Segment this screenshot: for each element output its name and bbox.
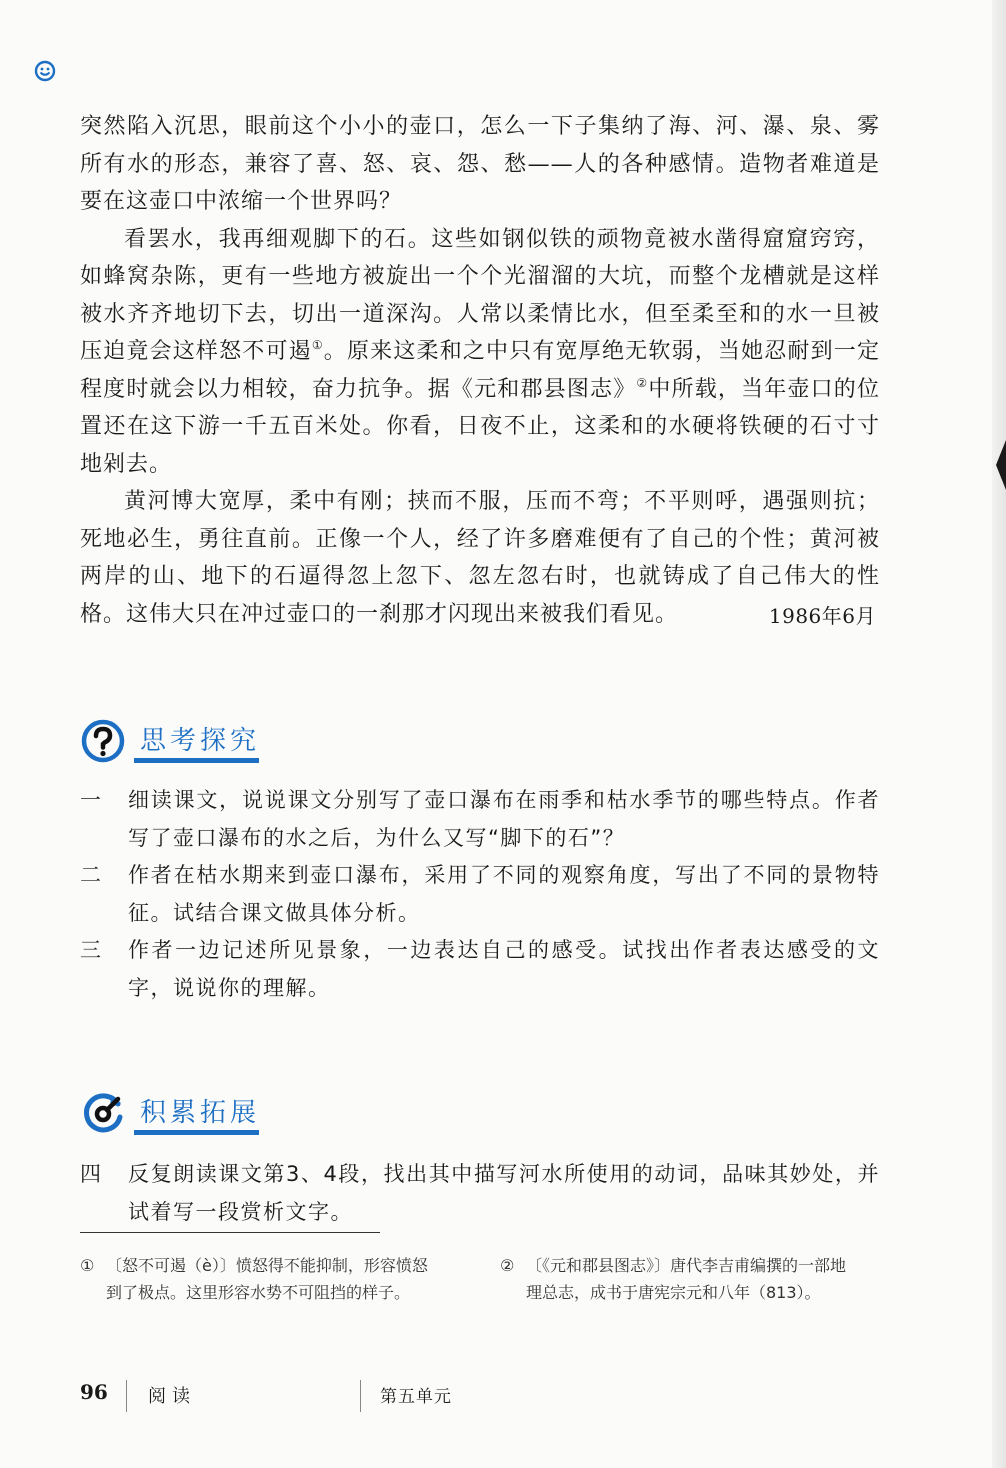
footnote-text-cont: 到了极点。这里形容水势不可阻挡的样子。 (106, 1283, 411, 1302)
date-line: 1986年6月 (768, 604, 876, 628)
footer-divider (360, 1380, 361, 1412)
extend-section-rule (134, 1130, 259, 1135)
question-text: 反复朗读课文第3、4段，找出其中描写河水所使用的动词，品味其妙处，并试着写一段赏析文字。 (128, 1162, 880, 1224)
passage-text (80, 108, 880, 633)
extend-question-list (80, 1156, 880, 1231)
paragraph-2-text-a: 看罢水，我再细观脚下的石。这些如钢似铁的顽物竟被水凿得窟窟窍窍，如蜂窝杂陈，更有一些地方被旋出一个个光溜溜的大坑，而整个龙槽就是这样被水齐齐地切下去，切出一道深沟。人常以柔情比水，但至柔至和的水一旦被压迫竟会这样怒不可遏 (80, 226, 880, 364)
footnote-ref-1[interactable]: ① (311, 338, 324, 352)
paragraph-2 (80, 221, 880, 484)
footnote-text: 〔怒不可遏（è）〕愤怒得不能抑制，形容愤怒 (106, 1256, 428, 1275)
footnote-1 (80, 1252, 470, 1306)
paragraph-2-text-b: 。原来这柔和之中只有宽厚绝无软弱，当她忍耐到一定程度时就会以力相较，奋力抗争。据《元和郡县图志》 (80, 339, 880, 402)
question-number: 二 (80, 863, 103, 887)
question-item (80, 782, 880, 857)
paragraph-3-text: 黄河博大宽厚，柔中有刚；挟而不服，压而不弯；不平则呼，遇强则抗；死地必生，勇往直前。正像一个人，经了许多磨难便有了自己的个性；黄河被两岸的山、地下的石逼得忽上忽下、忽左忽右时，也就铸成了自己伟大的性格。这伟大只在冲过壶口的一刹那才闪现出来被我们看见。 (80, 489, 880, 627)
page-number: 96 (80, 1380, 108, 1404)
paragraph-1-text: 突然陷入沉思，眼前这个小小的壶口，怎么一下子集纳了海、河、瀑、泉、雾所有水的形态，兼容了喜、怒、哀、怨、愁——人的各种感情。造物者难道是要在这壶口中浓缩一个世界吗？ (80, 114, 880, 214)
think-section-title: 思考探究 (140, 726, 261, 756)
question-item (80, 1156, 880, 1231)
question-icon (80, 718, 126, 764)
footnote-ref-2[interactable]: ② (636, 375, 649, 390)
footnote-2 (500, 1252, 880, 1306)
question-number: 一 (80, 788, 103, 812)
footnote-text: 〔《元和郡县图志》〕唐代李吉甫编撰的一部地 (526, 1256, 847, 1275)
footer-unit-label: 第五单元 (380, 1387, 452, 1407)
page-edge (992, 0, 1006, 1468)
paragraph-3 (80, 483, 880, 633)
footer-section-label: 阅读 (148, 1386, 196, 1407)
footnote-mark: ② (500, 1256, 515, 1275)
question-item (80, 857, 880, 932)
question-number: 三 (80, 938, 103, 962)
question-text: 作者一边记述所见景象，一边表达自己的感受。试找出作者表达感受的文字，说说你的理解。 (128, 938, 880, 1000)
extend-section-title: 积累拓展 (140, 1098, 261, 1128)
paragraph-2-text-c: 中所载，当年壶口的位置还在这下游一千五百米处。你看，日夜不止，这柔和的水硬将铁硬的石寸寸地剁去。 (80, 376, 880, 477)
footnote-text-cont: 理总志，成书于唐宪宗元和八年（813）。 (526, 1283, 821, 1302)
footnote-mark: ① (80, 1256, 95, 1275)
smiley-icon (34, 60, 56, 82)
footer-divider (126, 1380, 127, 1412)
question-item (80, 932, 880, 1007)
accumulate-icon (80, 1090, 126, 1136)
think-section-rule (134, 758, 259, 763)
question-text: 细读课文，说说课文分别写了壶口瀑布在雨季和枯水季节的哪些特点。作者写了壶口瀑布的水之后，为什么又写“脚下的石”？ (128, 788, 880, 850)
question-text: 作者在枯水期来到壶口瀑布，采用了不同的观察角度，写出了不同的景物特征。试结合课文做具体分析。 (128, 863, 880, 925)
think-question-list (80, 782, 880, 1007)
question-number: 四 (80, 1162, 103, 1186)
footnote-divider (80, 1232, 380, 1233)
paragraph-1 (80, 108, 880, 221)
